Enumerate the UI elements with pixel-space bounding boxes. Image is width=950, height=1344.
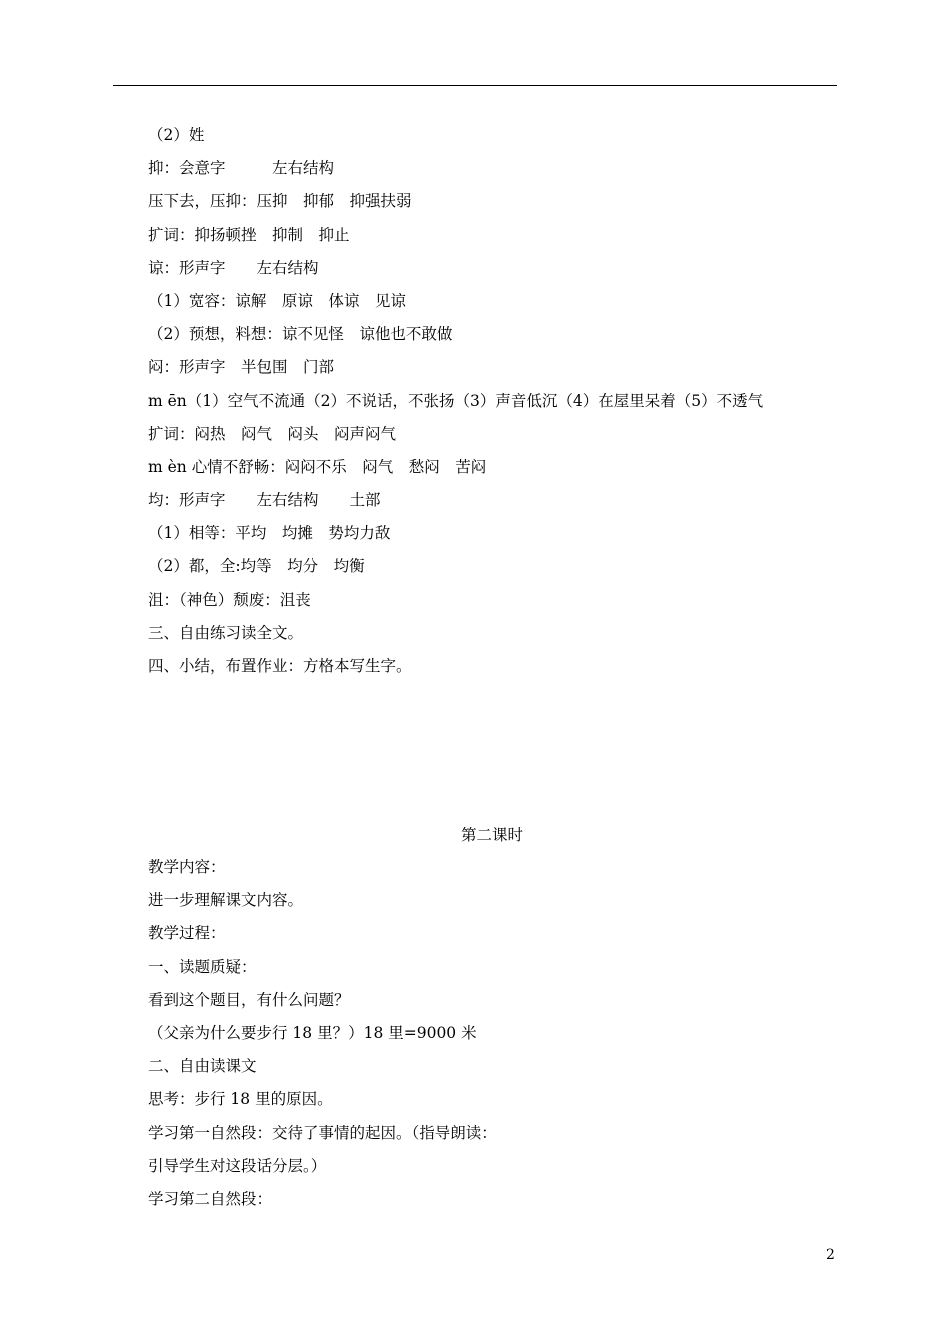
text-line: 思考：步行 18 里的原因。 [148, 1090, 333, 1109]
text-line: 扩词：抑扬顿挫 抑制 抑止 [148, 225, 350, 244]
text-line: （1）宽容：谅解 原谅 体谅 见谅 [148, 291, 406, 310]
text-line: 二、自由读课文 [148, 1057, 257, 1076]
lesson-notes-part-2 [148, 851, 497, 1216]
text-line: 一、读题质疑： [148, 957, 257, 976]
text-line: 沮：（神色）颓废：沮丧 [148, 590, 311, 609]
lesson-title: 第二课时 [460, 826, 523, 844]
text-line: （2）姓 [148, 126, 205, 144]
text-line: 抑：会意字 左右结构 [148, 159, 335, 178]
text-line: （2）预想，料想：谅不见怪 谅他也不敢做 [148, 325, 453, 344]
text-line: 学习第二自然段： [148, 1189, 273, 1208]
header-rule [113, 85, 837, 86]
text-line: 闷：形声字 半包围 门部 [148, 358, 335, 377]
lesson-notes-part-1 [148, 119, 763, 683]
text-line: 扩词：闷热 闷气 闷头 闷声闷气 [148, 424, 397, 443]
text-line: 均：形声字 左右结构 土部 [148, 491, 381, 510]
text-line: m èn 心情不舒畅：闷闷不乐 闷气 愁闷 苦闷 [148, 457, 487, 476]
text-line: 进一步理解课文内容。 [148, 891, 304, 910]
text-line: （父亲为什么要步行 18 里？）18 里=9000 米 [148, 1023, 477, 1042]
text-line: 教学过程： [148, 924, 226, 943]
text-line: 四、小结，布置作业：方格本写生字。 [148, 657, 412, 675]
text-line: 教学内容： [148, 858, 226, 876]
text-line: 三、自由练习读全文。 [148, 623, 304, 642]
text-line: 谅：形声字 左右结构 [148, 258, 319, 277]
text-line: 学习第一自然段：交待了事情的起因。（指导朗读： [148, 1123, 497, 1142]
text-line: （2）都，全:均等 均分 均衡 [148, 557, 365, 576]
text-line: 看到这个题目，有什么问题？ [148, 990, 350, 1009]
text-line: 压下去，压抑：压抑 抑郁 抑强扶弱 [148, 192, 412, 211]
text-line: （1）相等：平均 均摊 势均力敌 [148, 524, 391, 543]
page-number: 2 [826, 1247, 835, 1263]
text-line: m ēn（1）空气不流通（2）不说话，不张扬（3）声音低沉（4）在屋里呆着（5）不透气 [148, 391, 764, 410]
text-line: 引导学生对这段话分层。） [148, 1156, 327, 1175]
